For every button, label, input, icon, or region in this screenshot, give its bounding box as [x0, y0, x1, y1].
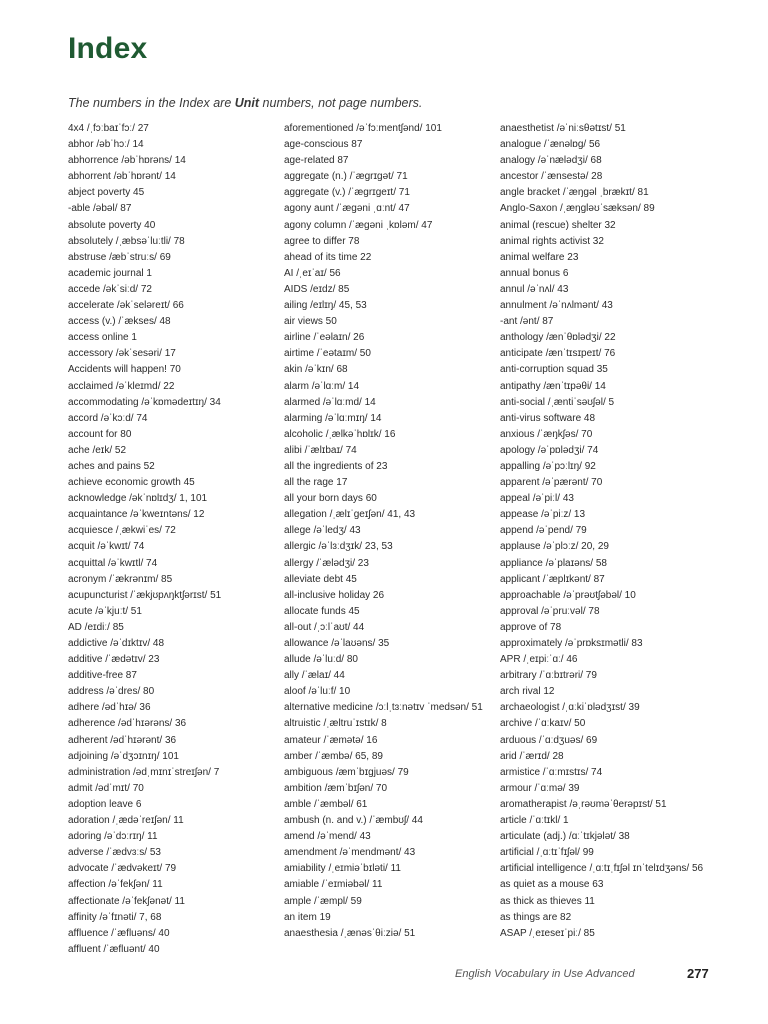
index-entry: analogue /ˈænəlɒg/ 56	[500, 139, 601, 151]
index-entry: acquiesce /ˌækwiˈes/ 72	[68, 525, 176, 537]
index-column-1	[68, 121, 286, 958]
index-entry: allergy /ˈælədʒi/ 23	[284, 557, 369, 569]
index-entry: ailing /eɪlɪŋ/ 45, 53	[284, 300, 367, 312]
index-entry: adherent /ədˈhɪərənt/ 36	[68, 734, 177, 746]
index-entry: alleviate debt 45	[284, 573, 357, 585]
index-entry: arch rival 12	[500, 686, 555, 698]
index-entry: an item 19	[284, 911, 331, 923]
index-entry: anti-corruption squad 35	[500, 364, 608, 376]
index-entry: affinity /əˈfɪnəti/ 7, 68	[68, 911, 162, 923]
index-entry: adverse /ˈædvɜːs/ 53	[68, 847, 161, 859]
index-entry: all your born days 60	[284, 493, 377, 505]
index-entry: alarm /əˈlɑːm/ 14	[284, 380, 360, 392]
index-entry: alarmed /əˈlɑːmd/ 14	[284, 396, 376, 408]
index-columns	[68, 121, 736, 961]
index-entry: allegation /ˌælɪˈgeɪʃən/ 41, 43	[284, 509, 416, 521]
index-entry: addictive /əˈdɪktɪv/ 48	[68, 638, 165, 649]
index-entry: ancestor /ˈænsestə/ 28	[500, 171, 603, 183]
index-entry: as thick as thieves 11	[500, 895, 595, 907]
index-entry: access online 1	[68, 332, 137, 344]
index-entry: aromatherapist /əˌrəʊməˈθerəpɪst/ 51	[500, 798, 667, 810]
index-entry: armour /ˈɑːmə/ 39	[500, 782, 580, 794]
index-entry: acquit /əˈkwɪt/ 74	[68, 541, 145, 553]
index-entry: adoption leave 6	[68, 798, 142, 810]
index-entry: age-conscious 87	[284, 139, 363, 151]
index-entry: applause /əˈplɔːz/ 20, 29	[500, 541, 609, 553]
index-entry: acute /əˈkjuːt/ 51	[68, 605, 142, 617]
index-entry: anaesthetist /əˈniːsθətɪst/ 51	[500, 123, 626, 134]
index-entry: abhorrence /əbˈhɒrəns/ 14	[68, 155, 186, 167]
index-entry: amber /ˈæmbə/ 65, 89	[284, 750, 383, 762]
index-entry: articulate (adj.) /ɑːˈtɪkjələt/ 38	[500, 831, 630, 843]
index-entry: acclaimed /əˈkleɪmd/ 22	[68, 380, 175, 392]
index-entry: absolute poverty 40	[68, 219, 156, 231]
index-entry: adoring /əˈdɔːrɪŋ/ 11	[68, 831, 158, 843]
index-entry: Anglo-Saxon /ˌæŋgləʊˈsæksən/ 89	[500, 203, 655, 215]
index-note-post: numbers, not page numbers.	[259, 96, 423, 110]
index-column-3	[500, 121, 736, 942]
index-entry: accessory /əkˈsesəri/ 17	[68, 348, 176, 360]
index-note-bold: Unit	[234, 96, 260, 110]
index-entry: adoration /ˌædəˈreɪʃən/ 11	[68, 815, 184, 827]
index-entry: annulment /əˈnʌlmənt/ 43	[500, 300, 613, 312]
index-entry: allowance /əˈlaʊəns/ 35	[284, 638, 390, 649]
index-entry: age-related 87	[284, 155, 349, 167]
index-entry: achieve economic growth 45	[68, 477, 195, 489]
index-entry: air views 50	[284, 316, 337, 328]
page-number: 277	[687, 966, 709, 981]
index-entry: agony aunt /ˈægəni ˌɑːnt/ 47	[284, 203, 410, 215]
index-entry: agony column /ˈægəni ˌkɒləm/ 47	[284, 219, 433, 231]
index-entry: approachable /əˈprəʊtʃəbəl/ 10	[500, 589, 636, 601]
index-entry: allergic /əˈlɜːdʒɪk/ 23, 53	[284, 541, 393, 553]
index-entry: as things are 82	[500, 911, 572, 923]
index-entry: arbitrary /ˈɑːbɪtrəri/ 79	[500, 670, 597, 682]
index-entry: ally /ˈælaɪ/ 44	[284, 670, 345, 682]
index-entry: anxious /ˈæŋkʃəs/ 70	[500, 428, 593, 440]
index-entry: approve of 78	[500, 621, 562, 633]
index-entry: anticipate /ænˈtɪsɪpeɪt/ 76	[500, 348, 616, 360]
index-entry: aloof /əˈluːf/ 10	[284, 686, 351, 698]
index-entry: AD /eɪdiː/ 85	[68, 621, 124, 633]
index-entry: abject poverty 45	[68, 187, 145, 199]
index-entry: artificial intelligence /ˌɑːtɪˌfɪʃəl ɪnˈtelɪdʒəns/ 56	[500, 863, 704, 875]
index-entry: affluent /ˈæfluənt/ 40	[68, 943, 160, 955]
index-entry: alibi /ˈælɪbaɪ/ 74	[284, 444, 357, 456]
index-entry: agree to differ 78	[284, 235, 360, 247]
index-entry: antipathy /ænˈtɪpəθi/ 14	[500, 380, 606, 392]
index-entry: alcoholic /ˌælkəˈhɒlɪk/ 16	[284, 428, 396, 440]
index-entry: adherence /ədˈhɪərəns/ 36	[68, 718, 187, 730]
index-entry: ambush (n. and v.) /ˈæmbʊʃ/ 44	[284, 815, 423, 827]
index-entry: abstruse /æbˈstruːs/ 69	[68, 251, 171, 263]
index-note-pre: The numbers in the Index are	[68, 96, 235, 110]
index-entry: ambition /æmˈbɪʃən/ 70	[284, 782, 388, 794]
index-entry: artificial /ˌɑːtɪˈfɪʃəl/ 99	[500, 847, 594, 859]
index-entry: acronym /ˈækrənɪm/ 85	[68, 573, 173, 585]
index-entry: animal rights activist 32	[500, 235, 604, 247]
index-entry: append /əˈpend/ 79	[500, 525, 587, 537]
index-entry: AI /ˌeɪˈaɪ/ 56	[284, 267, 341, 279]
index-entry: article /ˈɑːtɪkl/ 1	[500, 815, 569, 827]
book-title: English Vocabulary in Use Advanced	[455, 968, 635, 980]
index-entry: admit /ədˈmɪt/ 70	[68, 782, 144, 794]
index-entry: academic journal 1	[68, 267, 152, 279]
index-entry: annual bonus 6	[500, 267, 569, 279]
index-entry: apparent /əˈpærənt/ 70	[500, 477, 603, 489]
index-entry: appease /əˈpiːz/ 13	[500, 509, 586, 521]
index-entry: accede /əkˈsiːd/ 72	[68, 283, 152, 295]
index-entry: acupuncturist /ˈækjʊpʌŋktʃərɪst/ 51	[68, 589, 222, 601]
index-entry: approximately /əˈprɒksɪmətli/ 83	[500, 638, 643, 649]
index-entry: amiable /ˈeɪmiəbəl/ 11	[284, 879, 383, 891]
index-entry: all the rage 17	[284, 477, 348, 489]
index-entry: archaeologist /ˌɑːkiˈɒlədʒɪst/ 39	[500, 702, 640, 714]
index-entry: administration /ədˌmɪnɪˈstreɪʃən/ 7	[68, 766, 220, 778]
index-entry: abhor /əbˈhɔː/ 14	[68, 139, 144, 151]
index-entry: approval /əˈpruːvəl/ 78	[500, 605, 600, 617]
index-entry: anti-virus software 48	[500, 412, 596, 424]
index-entry: -ant /ənt/ 87	[500, 316, 554, 328]
index-entry: address /əˈdres/ 80	[68, 686, 155, 698]
index-entry: amateur /ˈæmətə/ 16	[284, 734, 378, 746]
index-entry: altruistic /ˌæltruˈɪstɪk/ 8	[284, 718, 387, 730]
index-entry: allude /əˈluːd/ 80	[284, 654, 358, 666]
index-entry: aggregate (n.) /ˈægrɪgət/ 71	[284, 171, 408, 183]
index-entry: acquittal /əˈkwɪtl/ 74	[68, 557, 158, 569]
index-entry: allege /əˈledʒ/ 43	[284, 525, 361, 537]
index-entry: AIDS /eɪdz/ 85	[284, 283, 350, 295]
index-entry: affection /əˈfekʃən/ 11	[68, 879, 163, 891]
index-entry: anthology /ænˈθɒlədʒi/ 22	[500, 332, 616, 344]
index-entry: additive-free 87	[68, 670, 137, 682]
index-entry: accommodating /əˈkɒmədeɪtɪŋ/ 34	[68, 396, 221, 408]
index-entry: applicant /ˈæplɪkənt/ 87	[500, 573, 605, 585]
index-entry: Accidents will happen! 70	[68, 364, 181, 376]
index-entry: alarming /əˈlɑːmɪŋ/ 14	[284, 412, 382, 424]
index-entry: aforementioned /əˈfɔːmentʃənd/ 101	[284, 123, 442, 134]
index-entry: abhorrent /əbˈhɒrənt/ 14	[68, 171, 176, 183]
index-entry: -able /əbəl/ 87	[68, 203, 132, 215]
index-entry: animal (rescue) shelter 32	[500, 219, 616, 231]
index-entry: APR /ˌeɪpiːˈɑː/ 46	[500, 654, 578, 666]
index-entry: anti-social /ˌæntiˈsəʊʃəl/ 5	[500, 396, 615, 408]
index-entry: archive /ˈɑːkaɪv/ 50	[500, 718, 586, 730]
index-entry: arid /ˈærɪd/ 28	[500, 750, 564, 762]
index-note	[68, 96, 422, 110]
index-entry: airtime /ˈeətaɪm/ 50	[284, 348, 371, 360]
index-entry: appeal /əˈpiːl/ 43	[500, 493, 574, 505]
index-entry: analogy /əˈnælədʒi/ 68	[500, 155, 602, 167]
index-entry: ASAP /ˌeɪeseɪˈpiː/ 85	[500, 927, 595, 939]
index-entry: adhere /ədˈhɪə/ 36	[68, 702, 151, 714]
index-entry: appalling /əˈpɔːlɪŋ/ 92	[500, 460, 596, 472]
index-entry: all-inclusive holiday 26	[284, 589, 385, 601]
index-entry: amble /ˈæmbəl/ 61	[284, 798, 368, 810]
index-entry: adjoining /əˈdʒɔɪnɪŋ/ 101	[68, 750, 179, 762]
index-entry: all-out /ˌɔːlˈaʊt/ 44	[284, 621, 365, 633]
page-title: Index	[68, 32, 148, 65]
index-entry: ache /eɪk/ 52	[68, 444, 127, 456]
index-entry: aggregate (v.) /ˈægrɪgeɪt/ 71	[284, 187, 410, 199]
index-entry: airline /ˈeəlaɪn/ 26	[284, 332, 365, 344]
index-entry: amiability /ˌeɪmiəˈbɪləti/ 11	[284, 863, 401, 875]
index-entry: accelerate /əkˈseləreɪt/ 66	[68, 300, 184, 312]
index-entry: alternative medicine /ɔːlˌtɜːnətɪv ˈmedsən/ 51	[284, 702, 483, 714]
index-entry: allocate funds 45	[284, 605, 360, 617]
index-entry: acknowledge /əkˈnɒlɪdʒ/ 1, 101	[68, 493, 208, 505]
index-entry: akin /əˈkɪn/ 68	[284, 364, 348, 376]
index-entry: account for 80	[68, 428, 132, 440]
index-entry: ambiguous /æmˈbɪgjuəs/ 79	[284, 766, 409, 778]
index-entry: apology /əˈpɒlədʒi/ 74	[500, 444, 599, 456]
index-entry: affluence /ˈæfluəns/ 40	[68, 927, 170, 939]
index-entry: ample /ˈæmpl/ 59	[284, 895, 362, 907]
index-entry: ahead of its time 22	[284, 251, 372, 263]
index-entry: all the ingredients of 23	[284, 460, 388, 472]
index-entry: additive /ˈædətɪv/ 23	[68, 654, 160, 666]
index-entry: 4x4 /ˌfɔːbaɪˈfɔː/ 27	[68, 123, 149, 134]
index-entry: absolutely /ˌæbsəˈluːtli/ 78	[68, 235, 185, 247]
index-entry: arduous /ˈɑːdʒuəs/ 69	[500, 734, 598, 746]
index-entry: appliance /əˈplaɪəns/ 58	[500, 557, 607, 569]
index-entry: amendment /əˈmendmənt/ 43	[284, 847, 416, 859]
index-entry: armistice /ˈɑːmɪstɪs/ 74	[500, 766, 603, 778]
index-entry: animal welfare 23	[500, 251, 579, 263]
index-entry: angle bracket /ˈæŋgəl ˌbrækɪt/ 81	[500, 187, 649, 199]
index-column-2	[284, 121, 502, 942]
index-entry: acquaintance /əˈkweɪntəns/ 12	[68, 509, 205, 521]
index-entry: access (v.) /ˈækses/ 48	[68, 316, 171, 328]
index-entry: advocate /ˈædvəkeɪt/ 79	[68, 863, 177, 875]
index-entry: affectionate /əˈfekʃənət/ 11	[68, 895, 185, 907]
index-entry: amend /əˈmend/ 43	[284, 831, 371, 843]
index-entry: anaesthesia /ˌænəsˈθiːziə/ 51	[284, 927, 416, 939]
index-entry: as quiet as a mouse 63	[500, 879, 604, 891]
index-entry: aches and pains 52	[68, 460, 155, 472]
index-entry: annul /əˈnʌl/ 43	[500, 283, 569, 295]
index-entry: accord /əˈkɔːd/ 74	[68, 412, 148, 424]
